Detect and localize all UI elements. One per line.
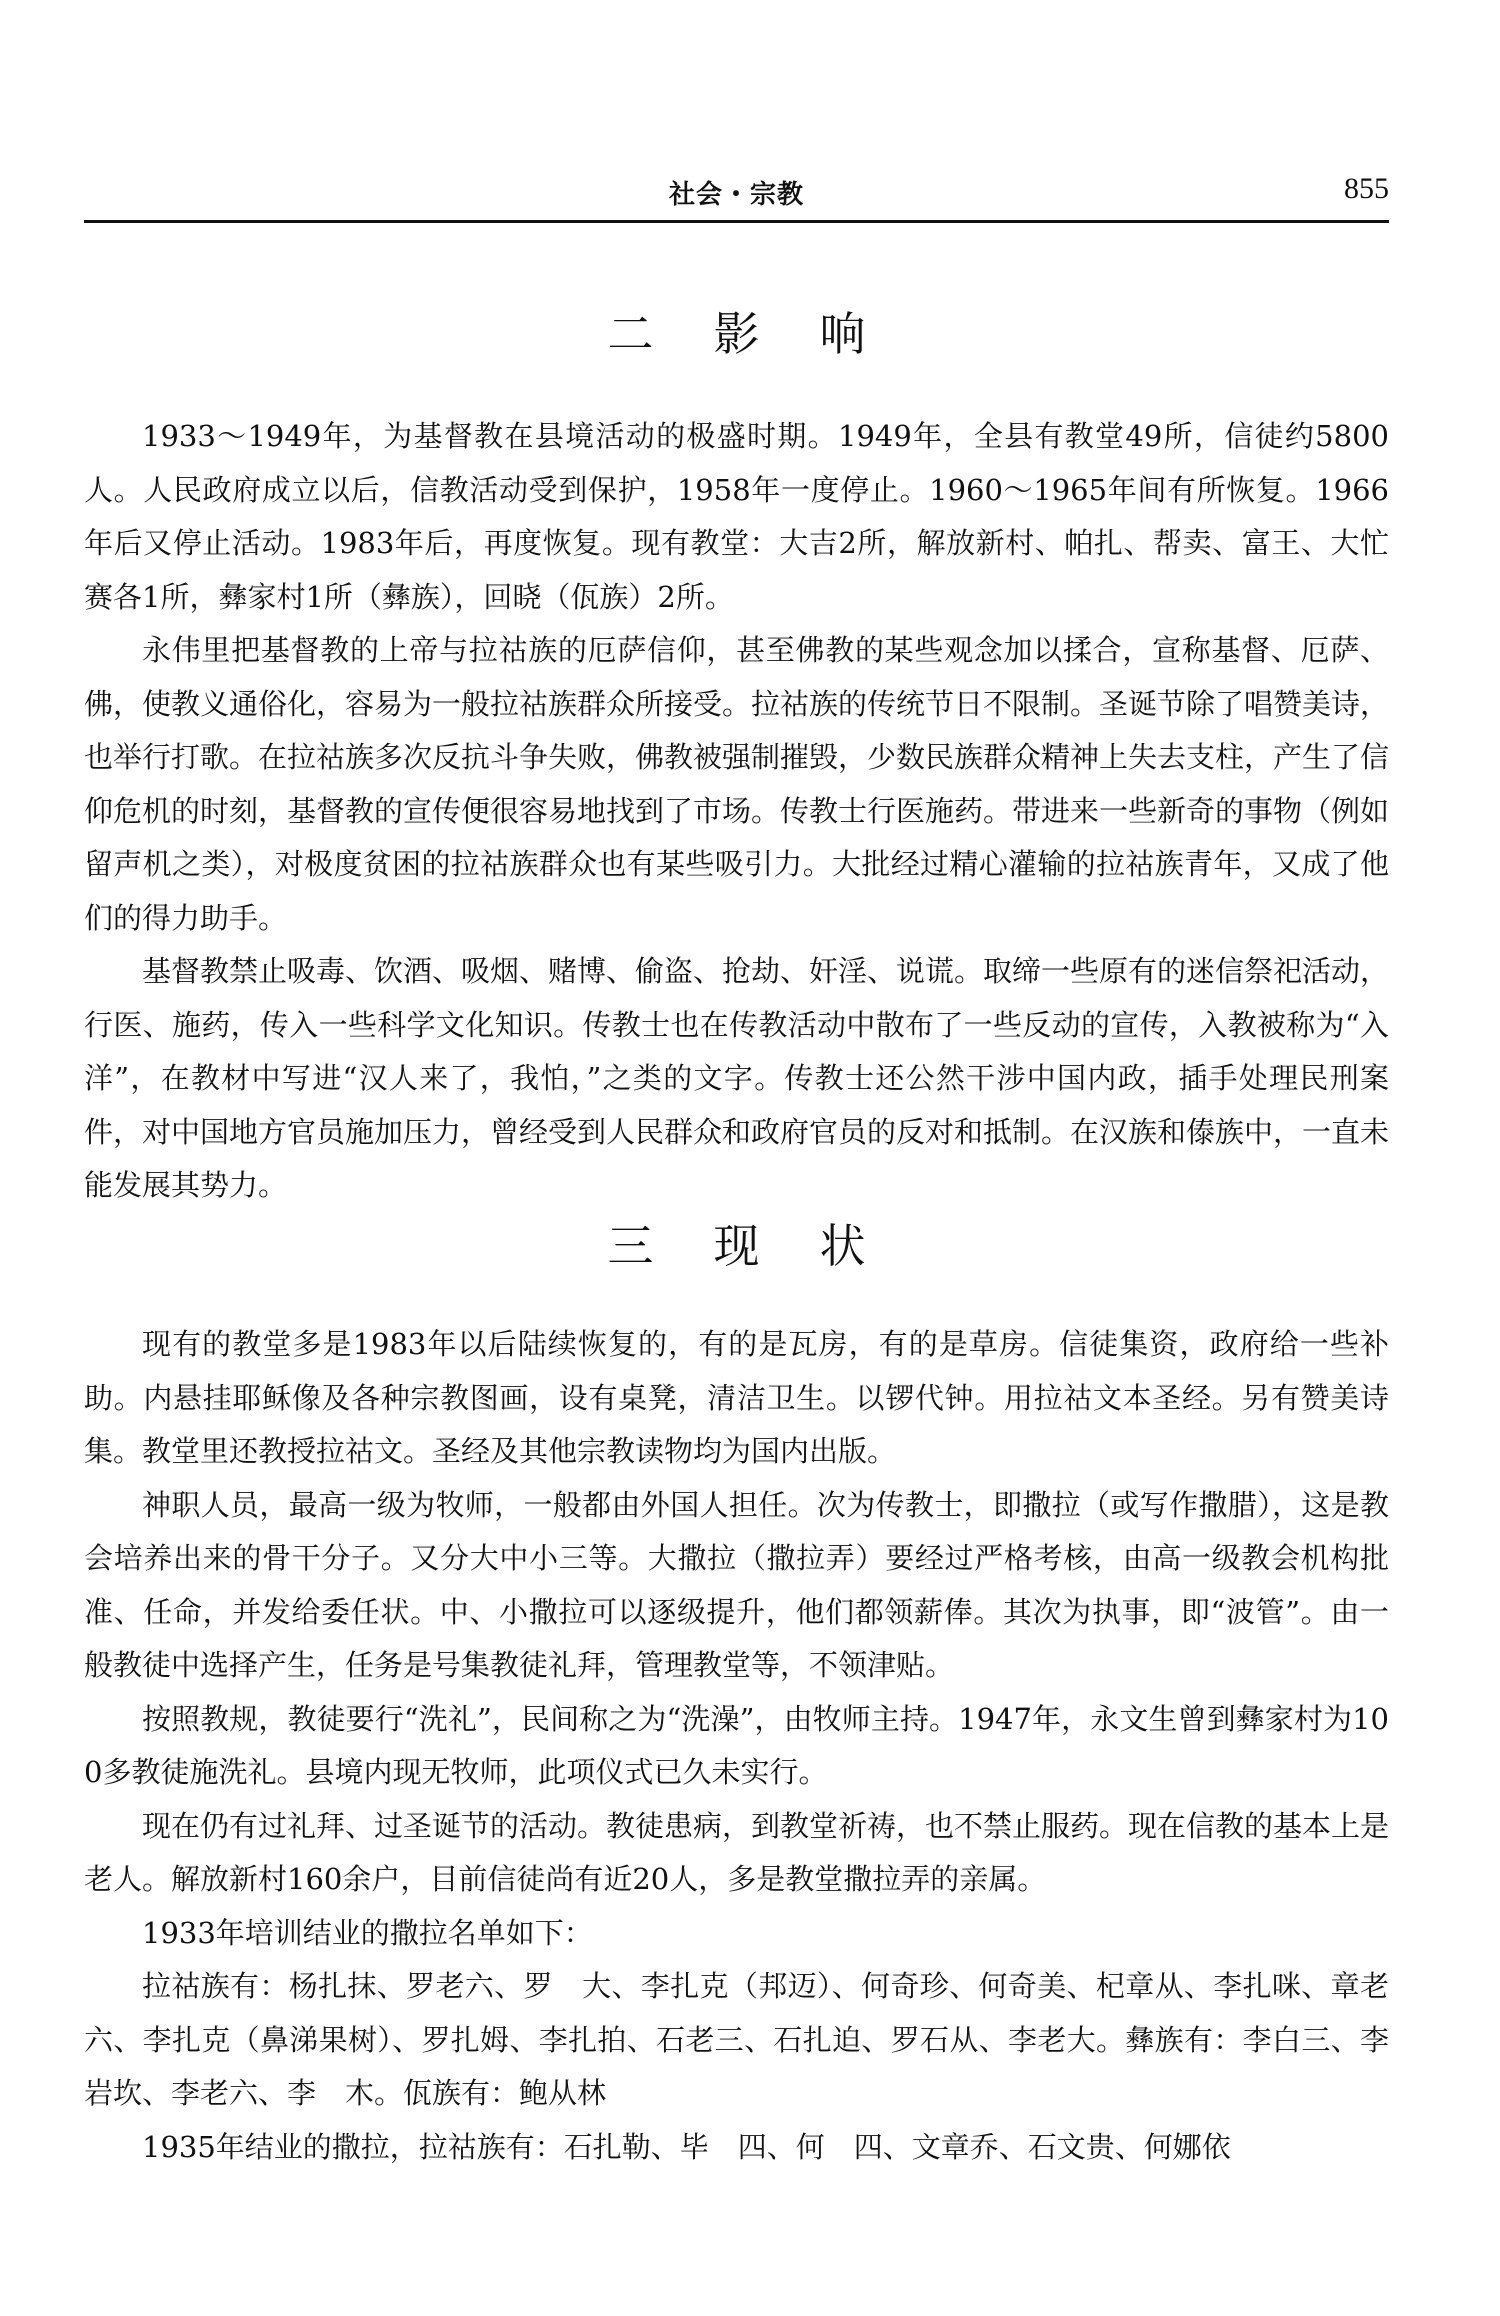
section-status-body xyxy=(84,1318,1389,2174)
paragraph: 拉祜族有：杨扎抹、罗老六、罗 大、李扎克（邦迈）、何奇珍、何奇美、杞章从、李扎咪、章老六、李扎克（鼻涕果树）、罗扎姆、李扎拍、石老三、石扎迫、罗石从、李老大。彝族有：李白三、李岩坎、李老六、李 木。佤族有：鲍从林 xyxy=(84,1969,1389,2110)
section-influence-body xyxy=(84,410,1389,1213)
section-heading-influence: 二影响 xyxy=(607,307,926,361)
page-number: 855 xyxy=(1344,172,1389,205)
paragraph: 现有的教堂多是1983年以后陆续恢复的，有的是瓦房，有的是草房。信徒集资，政府给一些补助。内悬挂耶稣像及各种宗教图画，设有桌凳，清洁卫生。以锣代钟。用拉祜文本圣经。另有赞美诗集。教堂里还教授拉祜文。圣经及其他宗教读物均为国内出版。 xyxy=(84,1327,1389,1468)
paragraph: 神职人员，最高一级为牧师，一般都由外国人担任。次为传教士，即撒拉（或写作撒腊），这是教会培养出来的骨干分子。又分大中小三等。大撒拉（撒拉弄）要经过严格考核，由高一级教会机构批准、任命，并发给委任状。中、小撒拉可以逐级提升，他们都领薪俸。其次为执事，即“波管”。由一般教徒中选择产生，任务是号集教徒礼拜，管理教堂等，不领津贴。 xyxy=(84,1487,1389,1682)
section-heading-status: 三现状 xyxy=(607,1219,926,1273)
paragraph: 永伟里把基督教的上帝与拉祜族的厄萨信仰，甚至佛教的某些观念加以揉合，宣称基督、厄萨、佛，使教义通俗化，容易为一般拉祜族群众所接受。拉祜族的传统节日不限制。圣诞节除了唱赞美诗，也举行打歌。在拉祜族多次反抗斗争失败，佛教被强制摧毁，少数民族群众精神上失去支柱，产生了信仰危机的时刻，基督教的宣传便很容易地找到了市场。传教士行医施药。带进来一些新奇的事物（例如留声机之类），对极度贫困的拉祜族群众也有某些吸引力。大批经过精心灌输的拉祜族青年，又成了他们的得力助手。 xyxy=(84,633,1390,935)
paragraph: 按照教规，教徒要行“洗礼”，民间称之为“洗澡”，由牧师主持。1947年，永文生曾到彝家村为100多教徒施洗礼。县境内现无牧师，此项仪式已久未实行。 xyxy=(84,1701,1389,1789)
paragraph: 现在仍有过礼拜、过圣诞节的活动。教徒患病，到教堂祈祷，也不禁止服药。现在信教的基本上是老人。解放新村160余户，目前信徒尚有近20人，多是教堂撒拉弄的亲属。 xyxy=(84,1808,1390,1896)
paragraph: 1935年结业的撒拉，拉祜族有：石扎勒、毕 四、何 四、文章乔、石文贵、何娜依 xyxy=(142,2129,1231,2164)
header-title: 社会・宗教 xyxy=(668,180,804,210)
paragraph: 基督教禁止吸毒、饮酒、吸烟、赌博、偷盗、抢劫、奸淫、说谎。取缔一些原有的迷信祭祀活动，行医、施药，传入一些科学文化知识。传教士也在传教活动中散布了一些反动的宣传，入教被称为“入洋”，在教材中写进“汉人来了，我怕，”之类的文字。传教士还公然干涉中国内政，插手处理民刑案件，对中国地方官员施加压力，曾经受到人民群众和政府官员的反对和抵制。在汉族和傣族中，一直未能发展其势力。 xyxy=(84,954,1390,1202)
header-rule xyxy=(84,220,1389,223)
paragraph: 1933～1949年，为基督教在县境活动的极盛时期。1949年，全县有教堂49所，信徒约5800人。人民政府成立以后，信教活动受到保护，1958年一度停止。1960～1965年间有所恢复。1966年后又停止活动。1983年后，再度恢复。现有教堂：大吉2所，解放新村、帕扎、帮卖、富王、大忙赛各1所，彝家村1所（彝族），回晓（佤族）2所。 xyxy=(84,419,1389,614)
paragraph: 1933年培训结业的撒拉名单如下： xyxy=(142,1915,593,1950)
running-header xyxy=(84,170,1389,220)
